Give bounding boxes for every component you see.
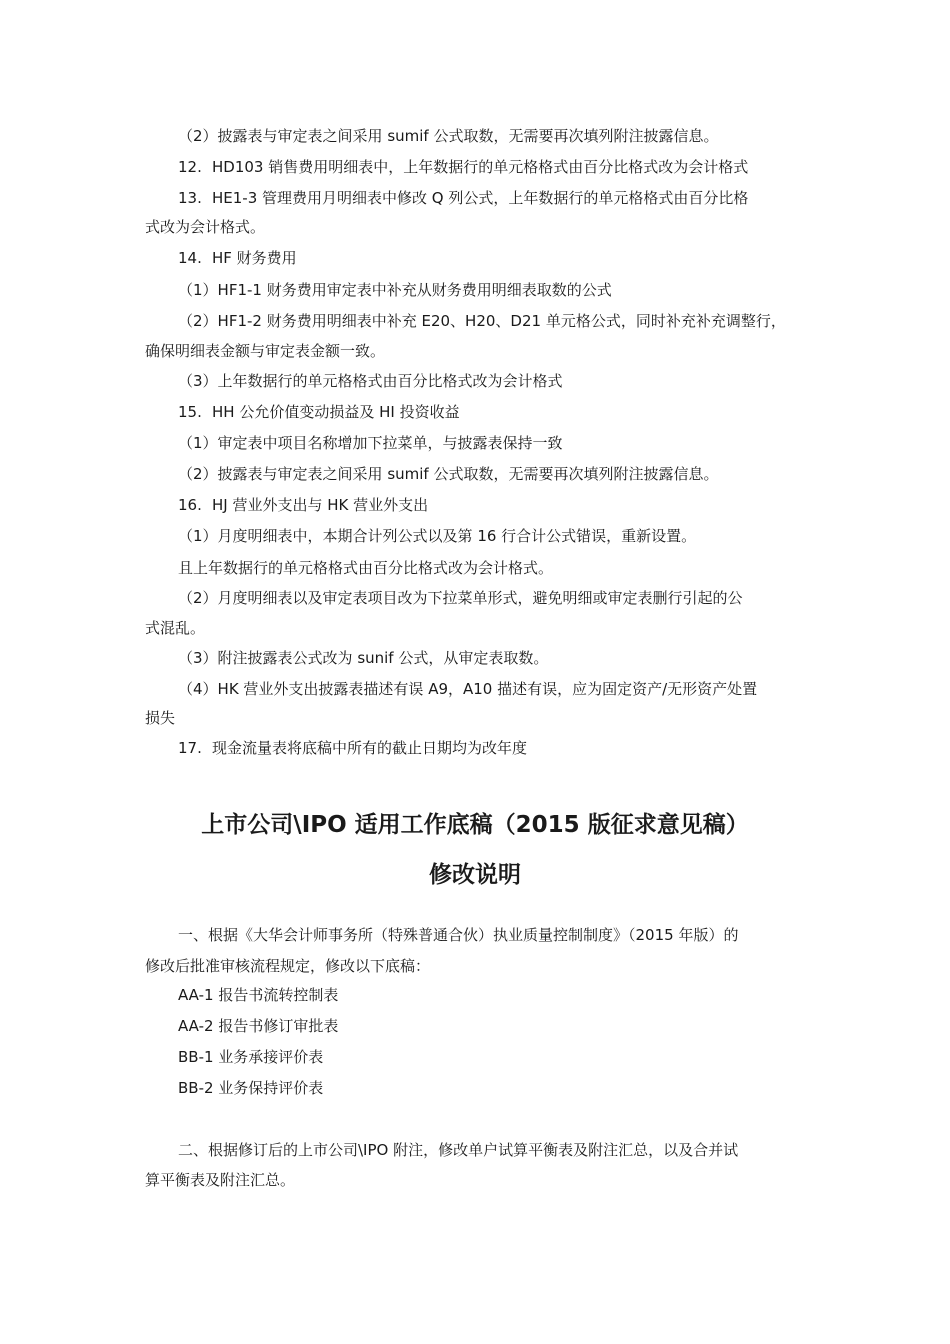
list-item: AA-2 报告书修订审批表	[178, 1017, 339, 1035]
paragraph: （2）披露表与审定表之间采用 sumif 公式取数，无需要再次填列附注披露信息。	[178, 127, 719, 145]
list-text: HF 财务费用	[212, 249, 297, 267]
paragraph: （2）HF1-2 财务费用明细表中补充 E20、H20、D21 单元格公式，同时补充补充调整行，	[178, 312, 786, 330]
paragraph-continued: 损失	[145, 709, 176, 727]
paragraph: （2）披露表与审定表之间采用 sumif 公式取数，无需要再次填列附注披露信息。	[178, 465, 719, 483]
list-item: AA-1 报告书流转控制表	[178, 986, 339, 1004]
list-text: HJ 营业外支出与 HK 营业外支出	[212, 496, 429, 514]
document-title: 上市公司\IPO 适用工作底稿（2015 版征求意见稿）	[201, 812, 749, 838]
paragraph: （1）审定表中项目名称增加下拉菜单，与披露表保持一致	[178, 434, 563, 452]
list-text: HE1-3 管理费用月明细表中修改 Q 列公式，上年数据行的单元格格式由百分比格	[212, 189, 749, 207]
paragraph: （3）上年数据行的单元格格式由百分比格式改为会计格式	[178, 372, 563, 390]
paragraph: （1）HF1-1 财务费用审定表中补充从财务费用明细表取数的公式	[178, 281, 612, 299]
list-number: 12.	[178, 158, 202, 176]
list-item: BB-2 业务保持评价表	[178, 1079, 324, 1097]
paragraph: 一、根据《大华会计师事务所（特殊普通合伙）执业质量控制制度》（2015 年版）的	[178, 926, 739, 944]
list-text-continued: 式改为会计格式。	[145, 218, 266, 236]
document-subtitle: 修改说明	[429, 862, 521, 888]
paragraph-continued: 确保明细表金额与审定表金额一致。	[145, 342, 386, 360]
paragraph: 二、根据修订后的上市公司\IPO 附注，修改单户试算平衡表及附注汇总，以及合并试	[178, 1141, 739, 1159]
list-item-17	[178, 738, 848, 758]
list-text: HH 公允价值变动损益及 HI 投资收益	[212, 403, 460, 421]
paragraph: 且上年数据行的单元格格式由百分比格式改为会计格式。	[178, 559, 554, 577]
list-item: BB-1 业务承接评价表	[178, 1048, 324, 1066]
list-item-15	[178, 402, 848, 422]
list-item-12	[178, 157, 848, 177]
list-number: 15.	[178, 403, 202, 421]
list-number: 13.	[178, 189, 202, 207]
paragraph: （1）月度明细表中，本期合计列公式以及第 16 行合计公式错误，重新设置。	[178, 527, 697, 545]
paragraph: （3）附注披露表公式改为 sunif 公式，从审定表取数。	[178, 649, 549, 667]
list-item-16	[178, 495, 848, 515]
paragraph-continued: 式混乱。	[145, 619, 206, 637]
list-text: 现金流量表将底稿中所有的截止日期均为改年度	[212, 739, 528, 757]
list-number: 14.	[178, 249, 202, 267]
paragraph: （4）HK 营业外支出披露表描述有误 A9，A10 描述有误，应为固定资产/无形资产处置	[178, 680, 758, 698]
list-item-14	[178, 248, 848, 268]
list-number: 16.	[178, 496, 202, 514]
list-item-13	[178, 188, 848, 208]
paragraph-continued: 修改后批准审核流程规定，修改以下底稿：	[145, 957, 431, 975]
paragraph: （2）月度明细表以及审定表项目改为下拉菜单形式，避免明细或审定表删行引起的公	[178, 589, 743, 607]
paragraph-continued: 算平衡表及附注汇总。	[145, 1171, 296, 1189]
list-text: HD103 销售费用明细表中，上年数据行的单元格格式由百分比格式改为会计格式	[212, 158, 749, 176]
list-number: 17.	[178, 739, 202, 757]
